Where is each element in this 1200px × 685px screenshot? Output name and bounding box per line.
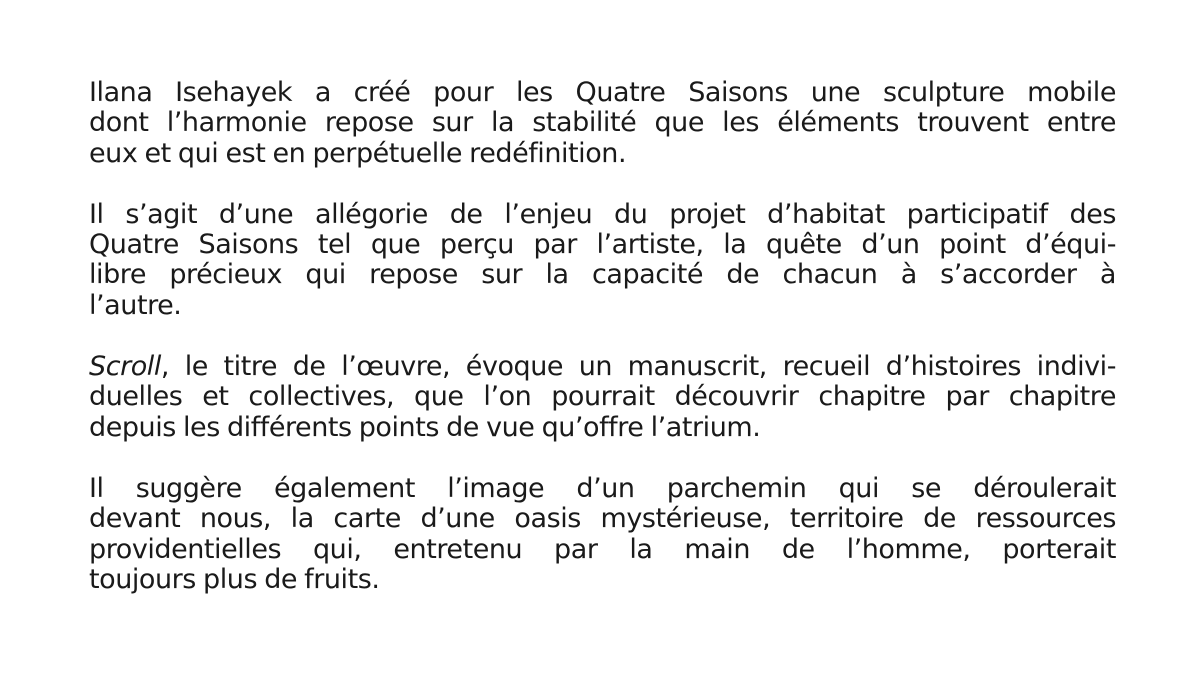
paragraph-line: devant nous, la carte d’une oasis mystérieuse, territoire de ressources [89, 503, 1116, 535]
paragraph-line: toujours plus de fruits. [89, 563, 380, 595]
paragraph-line: libre précieux qui repose sur la capacité de chacun à s’accorder à [89, 259, 1116, 291]
paragraph-line: providentielles qui, entretenu par la main de l’homme, porterait [89, 533, 1116, 565]
paragraph-line: Il suggère également l’image d’un parchemin qui se déroulerait [89, 472, 1116, 504]
artwork-title: Scroll [89, 351, 161, 383]
paragraph-line: dont l’harmonie repose sur la stabilité que les éléments trouvent entre [89, 107, 1116, 139]
paragraph-line: l’autre. [89, 289, 182, 321]
paragraph-4 [89, 474, 1116, 595]
document-body [89, 78, 1116, 595]
paragraph-line: Ilana Isehayek a créé pour les Quatre Saisons une sculpture mobile [89, 77, 1116, 108]
paragraph-1 [89, 78, 1116, 169]
paragraph-line-with-title [89, 352, 1116, 382]
paragraph-line: depuis les différents points de vue qu’offre l’atrium. [89, 411, 761, 443]
paragraph-line-rest: , le titre de l’œuvre, évoque un manuscrit, recueil d’histoires indivi- [160, 351, 1116, 383]
paragraph-line: duelles et collectives, que l’on pourrait découvrir chapitre par chapitre [89, 381, 1116, 413]
paragraph-3 [89, 352, 1116, 443]
paragraph-line: Il s’agit d’une allégorie de l’enjeu du projet d’habitat participatif des [89, 198, 1116, 230]
paragraph-2 [89, 200, 1116, 321]
paragraph-line: eux et qui est en perpétuelle redéfinition. [89, 137, 627, 169]
paragraph-line: Quatre Saisons tel que perçu par l’artiste, la quête d’un point d’équi- [89, 229, 1116, 261]
